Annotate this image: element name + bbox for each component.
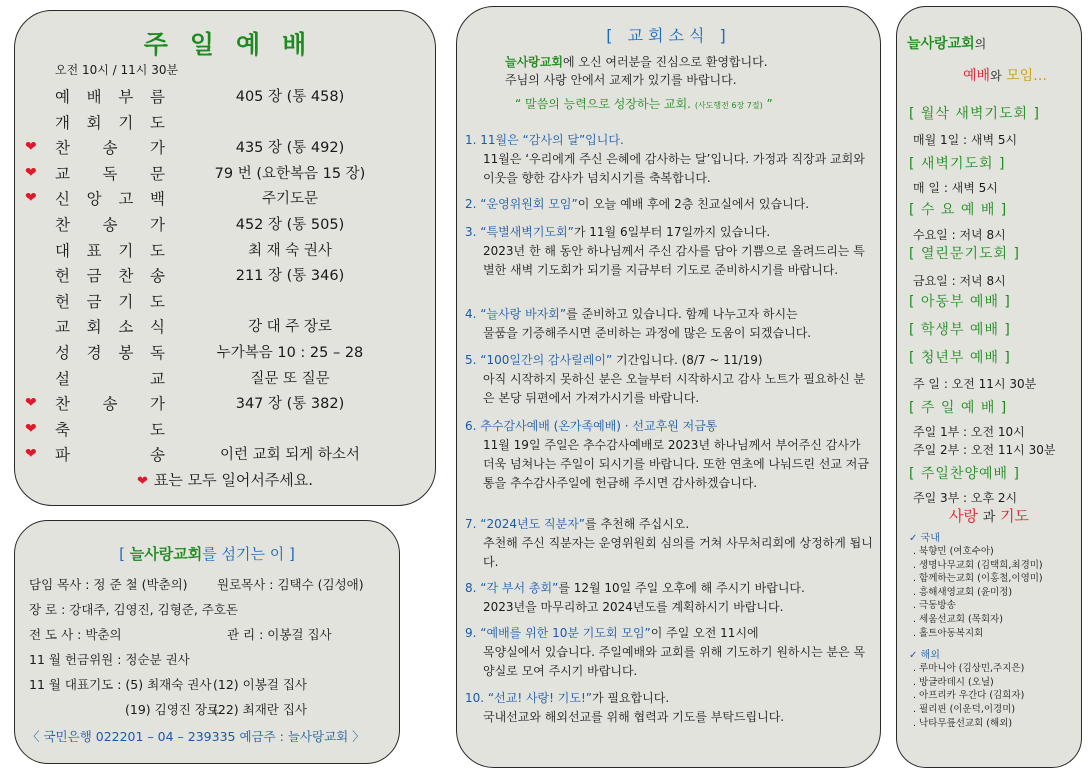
news-item	[465, 305, 875, 343]
news-item-title: “각 부서 총회”	[480, 581, 559, 595]
order-item-char: 예	[55, 88, 70, 106]
news-item-title: “선교! 사랑! 기도!”	[487, 691, 592, 705]
order-title: 주일예배	[143, 30, 329, 59]
staff-title-open: [	[119, 545, 130, 563]
news-item-number: 2.	[465, 197, 477, 211]
order-item-char: 가	[150, 139, 165, 158]
standing-note	[15, 469, 435, 490]
news-item-title: 추수감사예배 (온가족예배) · 선교후원 저금통	[480, 419, 718, 433]
prayer-item: . 홀트아동복지회	[913, 627, 984, 639]
prayer-item-text: 필리핀 (이운덕,이경미)	[919, 704, 1016, 715]
order-of-worship-panel	[14, 10, 436, 506]
news-item-title-rest: 를 추천해 주십시오.	[585, 517, 690, 531]
meeting-heading: [ 월삭 새벽기도회 ]	[909, 106, 1040, 122]
staff-title-church: 늘사랑교회	[129, 545, 203, 563]
order-row	[15, 418, 435, 442]
news-item-body: 물품을 기증해주시면 준비하는 과정에 많은 도움이 되겠습니다.	[483, 326, 812, 340]
order-item-value: 79 번 (요한복음 15 장)	[214, 165, 366, 182]
staff-panel	[14, 520, 400, 764]
welcome-church: 늘사랑교회	[505, 55, 563, 69]
news-item-body: 추천해 주신 직분자는 운영위원회 심의를 거쳐 사무처리회에 상정하게 됩니다.	[483, 536, 873, 569]
welcome-line-2: 주님의 사랑 안에서 교제가 있기를 바랍니다.	[505, 73, 737, 87]
meeting-heading: [ 아동부 예배 ]	[909, 294, 1011, 310]
order-item-char: 대	[55, 241, 70, 260]
order-row	[15, 392, 435, 416]
order-item-char: 성	[55, 344, 70, 362]
prayer-item: . 극동방송	[913, 600, 956, 612]
order-item-name	[55, 136, 165, 158]
news-item-head	[465, 223, 875, 242]
prayer-item: . 세움선교회 (목회자)	[913, 614, 1003, 625]
news-item-title: “특별새벽기도회”	[480, 225, 574, 239]
staff-line-left: 전 도 사 : 박춘의	[29, 627, 122, 642]
heart-icon: ❤	[25, 395, 37, 412]
news-item-title-rest: 이 오늘 예배 후에 2층 친교실에서 있습니다.	[577, 197, 810, 211]
order-item-char: 기	[118, 241, 134, 260]
order-item-value: 347 장 (통 382)	[235, 396, 345, 413]
welcome-line-1: 에 오신 여러분을 진심으로 환영합니다.	[562, 55, 768, 69]
prayer-item-text: 흥해새영교회 (윤미정)	[919, 586, 1013, 598]
order-row	[15, 187, 435, 211]
order-item-char: 신	[55, 190, 70, 209]
news-title: [ 교회소식 ]	[606, 26, 731, 45]
staff-line-left: 장 로 : 강대주, 김영진, 김형준, 주호돈	[29, 602, 239, 617]
order-item-char: 송	[150, 267, 165, 286]
order-item-char: 금	[86, 292, 102, 311]
order-item-value: 누가복음 10 : 25 – 28	[216, 345, 364, 361]
order-item-char: 헌	[55, 267, 70, 286]
side-sub-meeting: 모임…	[1006, 68, 1048, 84]
order-row	[15, 264, 435, 288]
heart-icon: ❤	[25, 139, 37, 156]
motto-close: ”	[762, 97, 773, 111]
news-item-number: 9.	[465, 626, 477, 640]
meeting-detail: 매 일 : 새벽 5시	[913, 181, 998, 195]
order-row	[15, 213, 435, 237]
order-item-value: 강 대 주 장로	[248, 319, 332, 336]
order-item-char: 독	[150, 344, 165, 362]
staff-line-right: (22) 최재란 집사	[213, 702, 307, 717]
heart-icon: ❤	[136, 474, 148, 489]
prayer-category-domestic: ✓ 국내	[909, 533, 940, 544]
prayer-item-text: 낙타무릎선교회 (해외)	[919, 717, 1013, 729]
order-item-char: 송	[150, 446, 165, 465]
news-item-head	[465, 515, 875, 534]
staff-line-right: (12) 이봉걸 집사	[213, 677, 307, 692]
order-item-char: 헌	[55, 292, 70, 311]
news-item-title-rest: 기간입니다. (8/7 ~ 11/19)	[612, 353, 763, 367]
meeting-heading: [ 열린문기도회 ]	[909, 246, 1020, 262]
prayer-category-overseas: ✓ 해외	[909, 650, 940, 662]
order-item-char: 기	[118, 113, 134, 132]
news-item-head	[465, 351, 875, 370]
order-item-char: 송	[102, 216, 118, 234]
news-item	[465, 223, 875, 280]
news-item-title-rest: 가 필요합니다.	[591, 691, 670, 705]
prayer-item: . 낙타무릎선교회 (해외)	[913, 717, 1013, 729]
staff-line-left: (19) 김영진 장로	[125, 702, 219, 717]
prayer-item-text: 아프리카 우간다 (김희자)	[919, 690, 1025, 702]
heart-icon: ❤	[25, 190, 37, 207]
order-row	[15, 162, 435, 186]
prayer-item-text: 극동방송	[919, 600, 956, 612]
motto-text: “ 말씀의 능력으로 성장하는 교회.	[515, 97, 691, 111]
news-item-number: 10.	[465, 691, 485, 705]
order-item-char: 백	[150, 190, 165, 209]
meeting-detail: 주일 1부 : 오전 10시	[913, 425, 1025, 439]
order-item-char: 봉	[118, 344, 134, 362]
prayer-title	[897, 505, 1081, 526]
side-sub-worship: 예배	[963, 68, 991, 84]
order-item-char: 찬	[118, 267, 134, 286]
meeting-heading: [ 학생부 예배 ]	[909, 322, 1011, 338]
staff-line-right: 원로목사 : 김택수 (김성애)	[217, 577, 364, 592]
standing-note-text: 표는 모두 일어서주세요.	[153, 471, 314, 489]
service-time: 오전 10시 / 11시 30분	[55, 63, 179, 77]
order-item-char: 도	[150, 420, 165, 439]
meeting-detail: 주일 2부 : 오전 11시 30분	[913, 443, 1056, 457]
order-item-char: 파	[55, 446, 70, 465]
side-subtitle	[963, 65, 1047, 85]
bank-account: 〈 국민은행 022201 – 04 – 239335 예금주 : 늘사랑교회 〉	[27, 729, 365, 744]
meeting-heading: [ 주일찬양예배 ]	[909, 466, 1020, 482]
order-item-char: 기	[118, 292, 134, 311]
meeting-heading: [ 수 요 예 배 ]	[909, 202, 1008, 218]
order-row	[15, 136, 435, 160]
order-item-char: 개	[55, 113, 70, 132]
order-item-value: 이런 교회 되게 하소서	[220, 447, 360, 464]
heart-icon: ❤	[25, 164, 37, 181]
order-item-value: 435 장 (통 492)	[235, 140, 345, 157]
news-item	[465, 579, 875, 617]
news-item-title-rest: 를 준비하고 있습니다. 함께 나누고자 하시는	[566, 307, 798, 321]
church-news-panel	[456, 6, 881, 768]
prayer-love: 사랑	[948, 507, 978, 525]
order-item-name	[55, 367, 165, 389]
prayer-and: 과	[982, 510, 996, 525]
order-item-char: 송	[102, 139, 118, 158]
order-item-name	[55, 418, 165, 440]
news-item-title: “운영위원회 모임”	[480, 197, 578, 211]
order-item-name	[55, 264, 165, 286]
news-item-title-rest: 이 주일 오전 11시에	[650, 626, 759, 640]
order-item-value: 405 장 (통 458)	[235, 89, 345, 105]
order-item-char: 교	[55, 164, 70, 183]
motto-reference: (사도행전 6장 7절)	[694, 101, 763, 110]
news-item	[465, 624, 875, 681]
order-item-char: 금	[86, 267, 102, 286]
meeting-heading: [ 주 일 예 배 ]	[909, 400, 1008, 416]
prayer-item: . 루마니아 (김상민,주지은)	[913, 663, 1025, 675]
news-item-title: “늘사랑 바자회”	[480, 307, 567, 321]
news-item-body: 11월 19일 주일은 추수감사예배로 2023년 하나님께서 부어주신 감사가 더욱 넘쳐나는 주일이 되시기를 바랍니다. 또한 연초에 나눠드린 선교 저금통을 추수감사주일에 헌금해 주시면 감사하겠습니다.	[483, 438, 869, 490]
order-item-name	[55, 341, 165, 363]
news-item-head	[465, 417, 875, 436]
staff-title-rest: 를 섬기는 이 ]	[202, 545, 295, 563]
order-item-char: 독	[102, 164, 118, 183]
welcome-message	[505, 53, 875, 89]
news-item-number: 1.	[465, 133, 477, 147]
meetings-panel	[896, 6, 1082, 768]
order-item-char: 축	[55, 420, 70, 439]
meeting-detail: 수요일 : 저녁 8시	[913, 228, 1006, 242]
order-item-char: 문	[150, 164, 165, 183]
order-item-char: 회	[86, 318, 102, 337]
order-item-value: 최 재 숙 권사	[248, 242, 332, 259]
news-item	[465, 195, 875, 214]
order-row	[15, 367, 435, 391]
news-item-body: 국내선교와 해외선교를 위해 협력과 기도를 부탁드립니다.	[483, 710, 785, 724]
order-item-name	[55, 392, 165, 414]
meeting-detail: 주 일 : 오전 11시 30분	[913, 377, 1037, 391]
prayer-pray: 기도	[1000, 507, 1030, 525]
meeting-heading: [ 청년부 예배 ]	[909, 350, 1011, 366]
side-title	[907, 33, 986, 53]
meeting-detail: 매월 1일 : 새벽 5시	[913, 133, 1018, 147]
prayer-item: . 필리핀 (이운덕,이경미)	[913, 704, 1016, 715]
news-item-number: 8.	[465, 581, 477, 595]
news-item-title-rest: 가 11월 6일부터 17일까지 있습니다.	[573, 225, 771, 239]
order-item-char: 찬	[55, 216, 70, 234]
order-row	[15, 443, 435, 467]
order-item-char: 교	[55, 318, 70, 337]
prayer-item-text: 생명나무교회 (김택희,최경미)	[919, 559, 1043, 571]
news-item-body: 아직 시작하지 못하신 분은 오늘부터 시작하시고 감사 노트가 필요하신 분은 본당 뒤편에서 가져가시기를 바랍니다.	[483, 372, 866, 405]
prayer-item-text: 북향민 (여호수아)	[919, 546, 994, 557]
order-item-char: 경	[86, 344, 102, 362]
prayer-item: . 흥해새영교회 (윤미정)	[913, 586, 1013, 598]
meeting-detail: 금요일 : 저녁 8시	[913, 274, 1006, 288]
order-item-char: 고	[118, 190, 134, 209]
order-row	[15, 85, 435, 109]
order-item-char: 설	[55, 369, 70, 388]
staff-title	[15, 543, 399, 564]
news-item-title: “100일간의 감사릴레이”	[480, 353, 613, 367]
staff-line-left: 11 월 헌금위원 : 정순분 권사	[29, 652, 190, 667]
prayer-item: . 아프리카 우간다 (김희자)	[913, 690, 1025, 702]
news-item-number: 6.	[465, 419, 477, 433]
meeting-heading: [ 새벽기도회 ]	[909, 156, 1006, 172]
order-item-name	[55, 162, 165, 184]
order-item-char: 송	[102, 395, 118, 414]
news-item-number: 4.	[465, 307, 477, 321]
order-row	[15, 111, 435, 135]
order-row	[15, 290, 435, 314]
prayer-item: . 북향민 (여호수아)	[913, 546, 994, 557]
news-item-title: “2024년도 직분자”	[480, 517, 586, 531]
order-item-char: 앙	[86, 190, 102, 209]
order-item-name	[55, 315, 165, 337]
news-item	[465, 417, 875, 493]
order-item-char: 배	[86, 88, 102, 106]
prayer-item-text: 홀트아동복지회	[919, 627, 984, 639]
news-item	[465, 689, 875, 727]
heart-icon: ❤	[25, 420, 37, 437]
prayer-item-text: 방글라데시 (오닐)	[919, 676, 994, 688]
news-item-head	[465, 579, 875, 598]
order-item-char: 도	[150, 241, 165, 260]
order-item-char: 가	[150, 395, 165, 414]
order-item-name	[55, 290, 165, 312]
order-row	[15, 239, 435, 263]
staff-line-left: 11 월 대표기도 : (5) 최재숙 권사	[29, 677, 212, 692]
side-title-church: 늘사랑교회	[907, 36, 975, 52]
news-item-head	[465, 195, 875, 214]
staff-line-right: 관 리 : 이봉걸 집사	[227, 627, 332, 642]
order-item-char: 름	[150, 88, 165, 106]
order-item-name	[55, 85, 165, 107]
news-item-number: 5.	[465, 353, 477, 367]
news-item-body: 2023년을 마무리하고 2024년도를 계획하시기 바랍니다.	[483, 600, 784, 614]
prayer-item-text: 함께하는교회 (이홍철,이영미)	[919, 573, 1043, 585]
order-row	[15, 341, 435, 365]
news-item-body: 11월은 ‘우리에게 주신 은혜에 감사하는 달’입니다. 가정과 직장과 교회와 이웃을 향한 감사가 넘치시기를 축복합니다.	[483, 152, 865, 185]
order-item-name	[55, 443, 165, 465]
news-item	[465, 131, 875, 188]
prayer-item-text: 세움선교회 (목회자)	[919, 614, 1003, 625]
news-item-body: 목양실에서 있습니다. 주일예배와 교회를 위해 기도하기 원하시는 분은 목양실로 모여 주시기 바랍니다.	[483, 645, 866, 678]
news-item-title: “예배를 위한 10분 기도회 모임”	[480, 626, 651, 640]
order-item-char: 표	[86, 241, 102, 260]
order-item-value: 질문 또 질문	[250, 370, 330, 387]
order-item-char: 교	[150, 369, 165, 388]
news-item-head	[465, 689, 875, 708]
news-item-head	[465, 624, 875, 643]
staff-line-left: 담임 목사 : 정 준 철 (박춘의)	[29, 577, 188, 592]
order-item-value: 452 장 (통 505)	[235, 217, 345, 233]
order-row	[15, 315, 435, 339]
order-item-value: 주기도문	[261, 191, 319, 208]
order-item-char: 도	[150, 292, 165, 311]
church-motto	[515, 95, 773, 112]
order-item-name	[55, 111, 165, 133]
news-item-body: 2023년 한 해 동안 하나님께서 주신 감사를 담아 기쁨으로 올려드리는 특별한 새벽 기도회가 되기를 지금부터 기도로 준비하시기를 바랍니다.	[483, 244, 865, 277]
news-item-title-rest: 를 12월 10일 주일 오후에 해 주시기 바랍니다.	[558, 581, 805, 595]
order-item-name	[55, 213, 165, 235]
news-item	[465, 351, 875, 408]
prayer-item: . 생명나무교회 (김택희,최경미)	[913, 559, 1043, 571]
order-item-name	[55, 187, 165, 209]
order-item-char: 가	[150, 216, 165, 234]
side-sub-and: 와	[990, 69, 1002, 83]
order-item-char: 식	[150, 318, 165, 337]
order-item-value: 211 장 (통 346)	[235, 268, 345, 285]
meeting-detail: 주일 3부 : 오후 2시	[913, 491, 1018, 505]
news-item	[465, 515, 875, 572]
order-item-char: 회	[86, 113, 102, 132]
order-item-char: 소	[118, 318, 134, 337]
news-item-number: 7.	[465, 517, 477, 531]
side-title-of: 의	[974, 37, 987, 51]
prayer-item: . 방글라데시 (오닐)	[913, 676, 994, 688]
prayer-item: . 함께하는교회 (이홍철,이영미)	[913, 573, 1043, 585]
order-item-char: 부	[118, 88, 134, 106]
news-item-title: 11월은 “감사의 달”입니다.	[480, 133, 624, 147]
order-item-char: 도	[150, 113, 165, 132]
news-item-head	[465, 131, 875, 150]
order-item-name	[55, 239, 165, 261]
heart-icon: ❤	[25, 446, 37, 463]
prayer-item-text: 루마니아 (김상민,주지은)	[919, 663, 1025, 675]
order-item-char: 찬	[55, 395, 70, 414]
news-item-head	[465, 305, 875, 324]
news-item-number: 3.	[465, 225, 477, 239]
order-item-char: 찬	[55, 139, 70, 158]
